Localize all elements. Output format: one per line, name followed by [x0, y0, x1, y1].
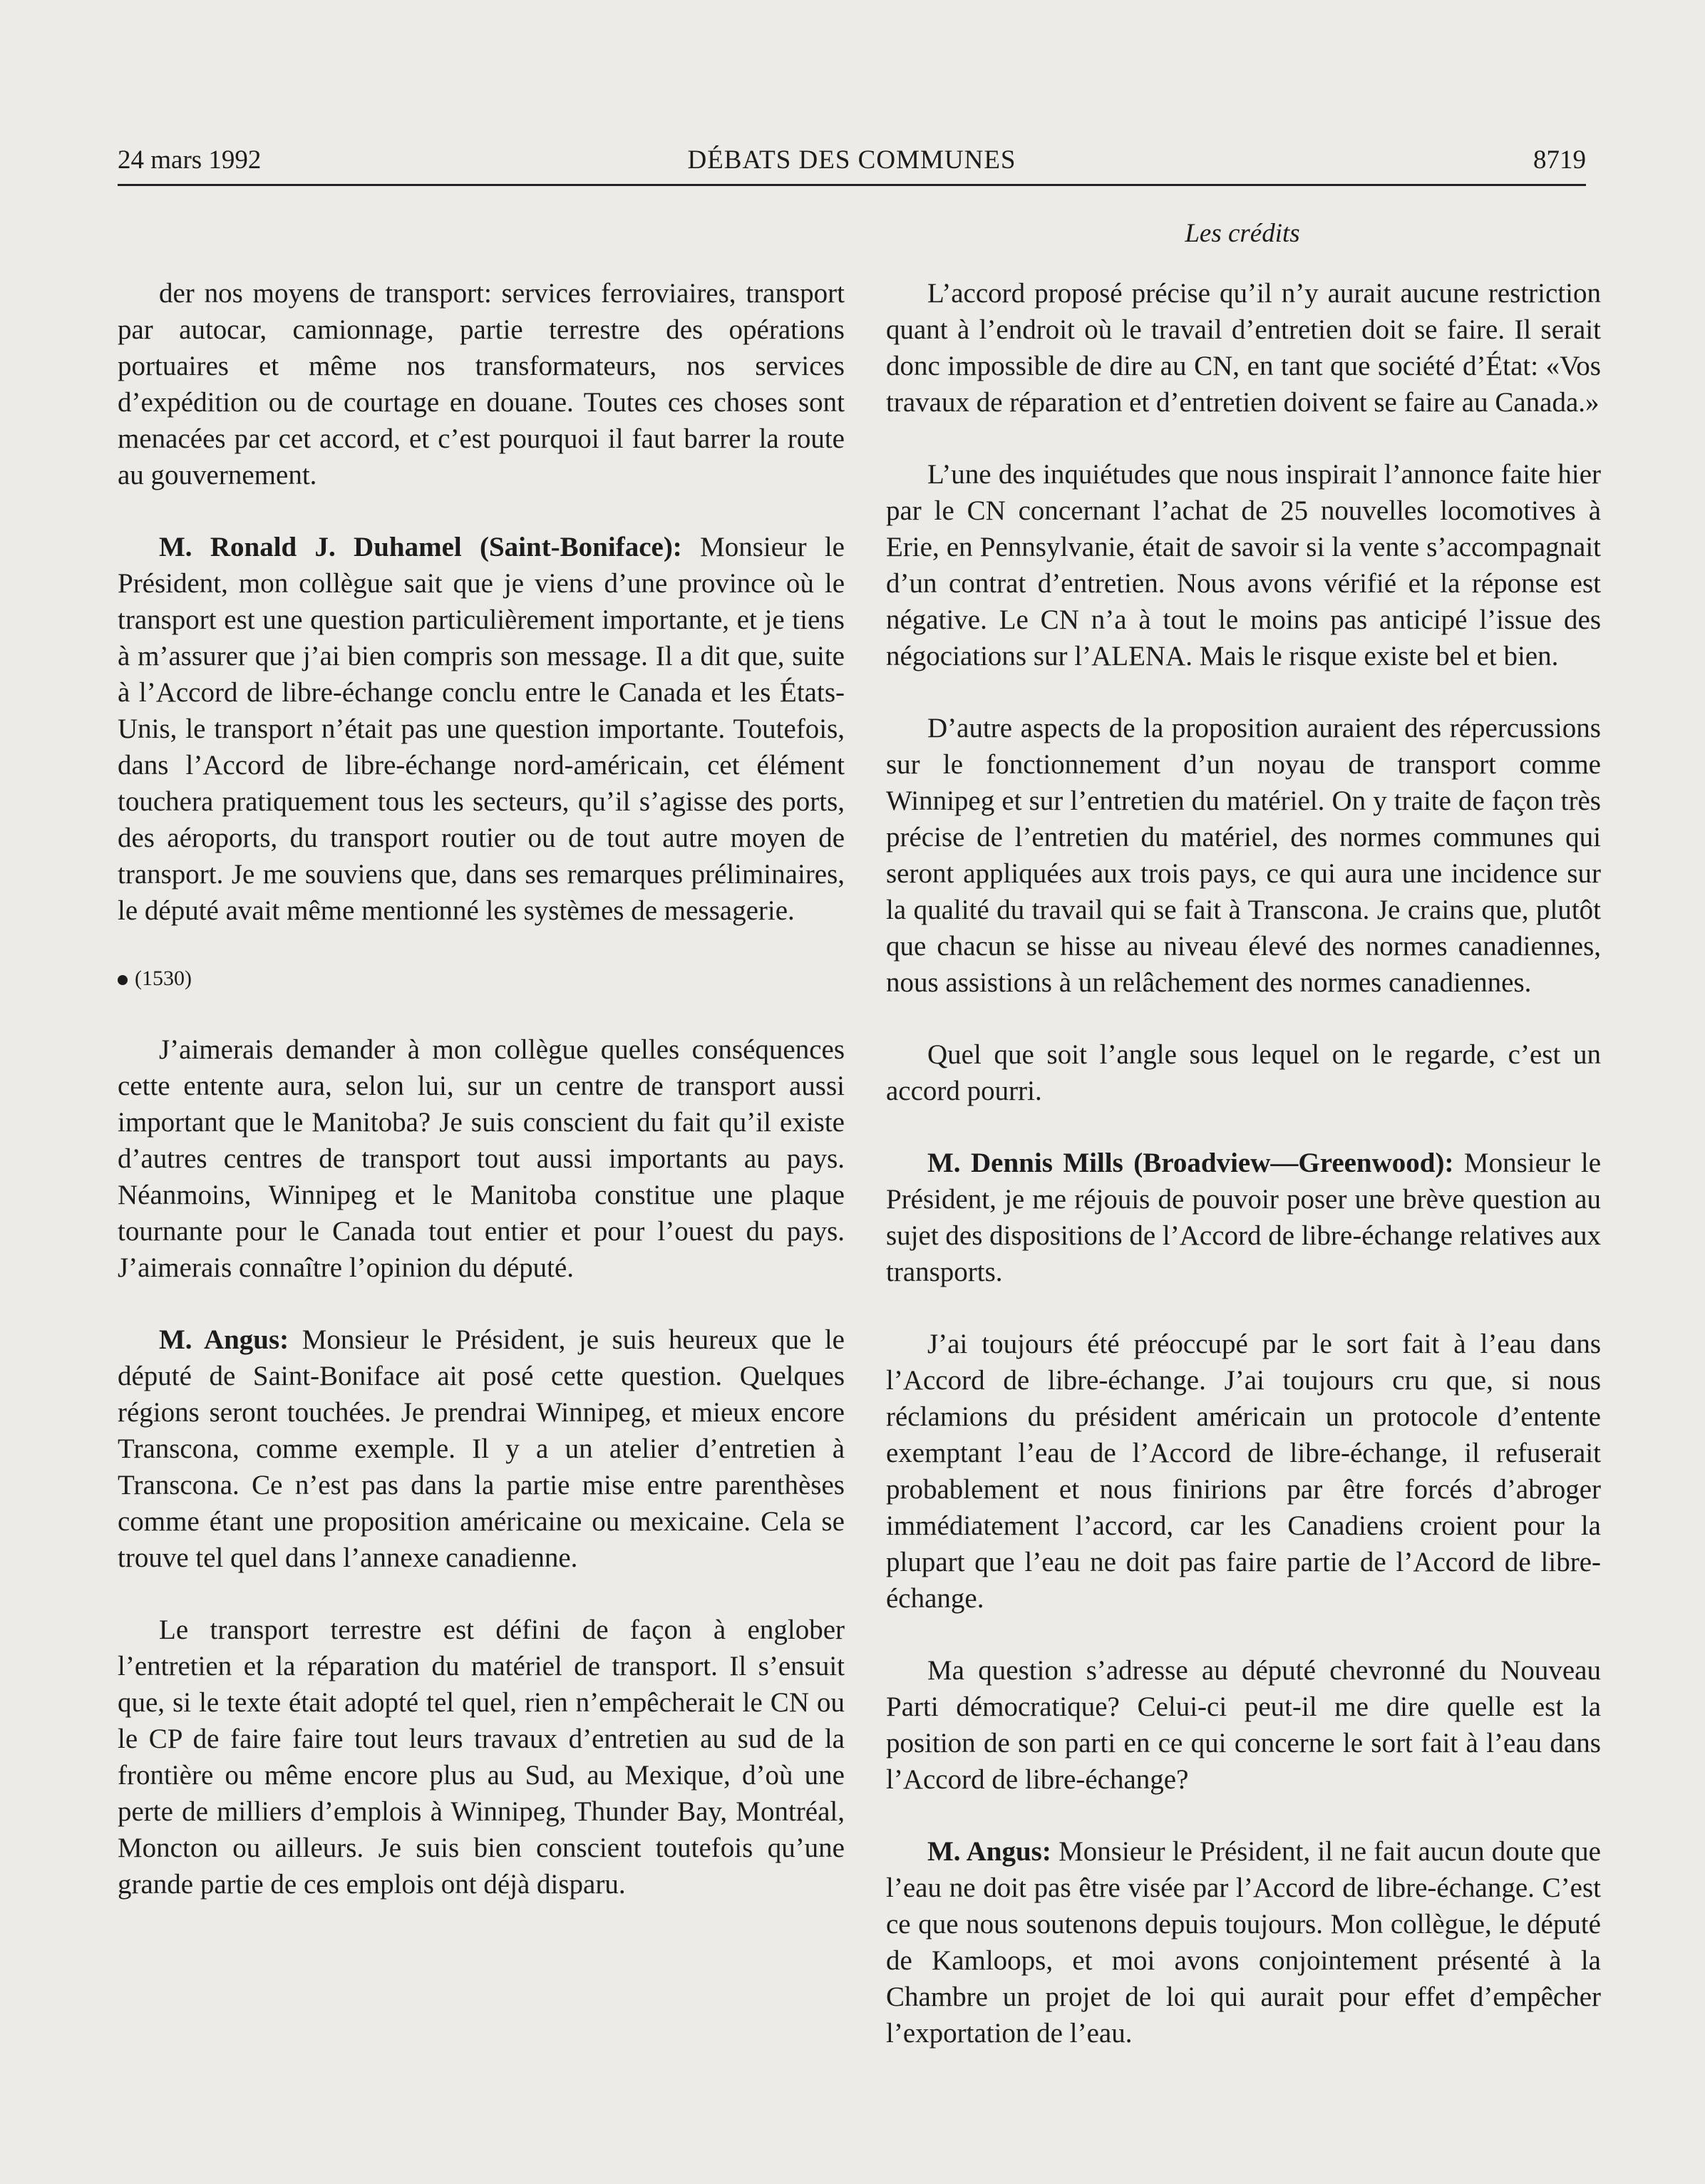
page-header — [118, 145, 1586, 185]
column-heading: Les crédits — [1185, 219, 1300, 248]
paragraph — [118, 529, 845, 929]
paragraph — [886, 1145, 1601, 1290]
paragraph: L’une des inquiétudes que nous inspirait l’annonce faite hier par le CN concernant l’achat de 25 nouvelles locomotives à Erie, en Pennsylvanie, était de savoir si la vente s’accompagnait d’un contrat d’entretien. Nous avons vérifié et la réponse est négative. Le CN n’a à tout le moins pas anticipé l’issue des négociations sur l’ALENA. Mais le risque existe bel et bien. — [886, 459, 1601, 671]
header-page-number: 8719 — [1533, 145, 1586, 175]
header-rule — [118, 184, 1586, 186]
paragraph — [118, 1322, 845, 1576]
paragraph: Quel que soit l’angle sous lequel on le regarde, c’est un accord pourri. — [886, 1039, 1601, 1106]
speech-text: Monsieur le Président, mon collègue sait que je viens d’une province où le transport est une question particulièrement importante, et je tiens à m’assurer que j’ai bien compris son message. Il a dit que, suite à l’Accord de libre-échange conclu entre le Canada et les États-Unis, le transport n’était pas une question importante. Toutefois, dans l’Accord de libre-échange nord-américain, cet élément touchera pratiquement tous les secteurs, qu’il s’agisse des ports, des aéroports, du transport routier ou de tout autre moyen de transport. Je me souviens que, dans ses remarques préliminaires, le député avait même mentionné les systèmes de messagerie. — [118, 532, 845, 926]
timestamp-text: (1530) — [135, 967, 192, 990]
paragraph: J’aimerais demander à mon collègue quelles conséquences cette entente aura, selon lui, sur un centre de transport aussi important que le Manitoba? Je suis conscient du fait qu’il existe d’autres centres de transport tout aussi importants au pays. Néanmoins, Winnipeg et le Manitoba constitue une plaque tournante pour le Canada tout entier et pour l’ouest du pays. J’aimerais connaître l’opinion du député. — [118, 1034, 845, 1283]
speech-text: Monsieur le Président, je me réjouis de pouvoir poser une brève question au sujet des dispositions de l’Accord de libre-échange relatives aux transports. — [886, 1148, 1602, 1287]
header-date: 24 mars 1992 — [118, 145, 262, 175]
paragraph: D’autre aspects de la proposition auraient des répercussions sur le fonctionnement d’un noyau de transport comme Winnipeg et sur l’entretien du matériel. On y traite de façon très précise de l’entretien du matériel, des normes communes qui seront appliquées aux trois pays, ce qui aura une incidence sur la qualité du travail qui se fait à Transcona. Je crains que, plutôt que chacun se hisse au niveau élevé des normes canadiennes, nous assistions à un relâchement des normes canadiennes. — [886, 713, 1601, 998]
speaker-name: M. Dennis Mills (Broadview—Greenwood): — [927, 1148, 1454, 1178]
speech-text: Monsieur le Président, il ne fait aucun doute que l’eau ne doit pas être visée par l’Accord de libre-échange. C’est ce que nous soutenons depuis toujours. Mon collègue, le député de Kamloops, et moi avons conjointement présenté à la Chambre un projet de loi qui aurait pour effet d’empêcher l’exportation de l’eau. — [886, 1836, 1601, 2049]
timestamp — [118, 964, 845, 993]
header-title: DÉBATS DES COMMUNES — [687, 145, 1016, 175]
paragraph: L’accord proposé précise qu’il n’y aurait aucune restriction quant à l’endroit où le travail d’entretien doit se faire. Il serait donc impossible de dire au CN, en tant que société d’État: «Vos travaux de réparation et d’entretien doivent se faire au Canada.» — [886, 278, 1601, 418]
right-column — [886, 275, 1601, 2051]
paragraph — [886, 1833, 1601, 2051]
speaker-name: M. Angus: — [159, 1324, 289, 1355]
speaker-name: M. Angus: — [927, 1836, 1051, 1867]
paragraph: Ma question s’adresse au député chevronné du Nouveau Parti démocratique? Celui-ci peut-il me dire quelle est la position de son parti en ce qui concerne le sort fait à l’eau dans l’Accord de libre-échange? — [886, 1655, 1601, 1795]
paragraph: der nos moyens de transport: services ferroviaires, transport par autocar, camionnage, partie terrestre des opérations portuaires et même nos transformateurs, nos services d’expédition ou de courtage en douane. Toutes ces choses sont menacées par cet accord, et c’est pourquoi il faut barrer la route au gouvernement. — [118, 278, 845, 490]
bullet-icon — [118, 975, 128, 985]
speech-text: Monsieur le Président, je suis heureux que le député de Saint-Boniface ait posé cette question. Quelques régions seront touchées. Je prendrai Winnipeg, et mieux encore Transcona, comme exemple. Il y a un atelier d’entretien à Transcona. Ce n’est pas dans la partie mise entre parenthèses comme étant une proposition américaine ou mexicaine. Cela se trouve tel quel dans l’annexe canadienne. — [118, 1324, 845, 1573]
paragraph: J’ai toujours été préoccupé par le sort fait à l’eau dans l’Accord de libre-échange. J’ai toujours cru que, si nous réclamions du président américain un protocole d’entente exemptant l’eau de l’Accord de libre-échange, il refuserait probablement et nous finirions par être forcés d’abroger immédiatement l’accord, car les Canadiens croient pour la plupart que l’eau ne doit pas faire partie de l’Accord de libre-échange. — [886, 1329, 1601, 1614]
paragraph: Le transport terrestre est défini de façon à englober l’entretien et la réparation du matériel de transport. Il s’ensuit que, si le texte était adopté tel quel, rien n’empêcherait le CN ou le CP de faire faire tout leurs travaux d’entretien au sud de la frontière ou même encore plus au Sud, au Mexique, d’où une perte de milliers d’emplois à Winnipeg, Thunder Bay, Montréal, Moncton ou ailleurs. Je suis bien conscient toutefois qu’une grande partie de ces emplois ont déjà disparu. — [118, 1614, 845, 1900]
left-column — [118, 275, 845, 1902]
speaker-name: M. Ronald J. Duhamel (Saint-Boniface): — [159, 532, 682, 562]
